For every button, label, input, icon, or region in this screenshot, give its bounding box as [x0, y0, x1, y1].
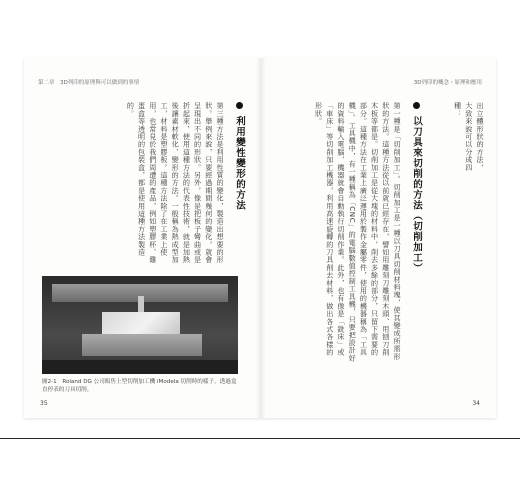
- left-page: [24, 58, 259, 418]
- right-running-head: 3D列印的概念・原理和應用: [413, 80, 482, 86]
- photo-caption: 圖2-1 Roland DG 公司販售上型切削加工機 iModela 切削時的樣子。透過盒直停表的刀具切削。: [42, 379, 237, 393]
- right-body-text: 第一種是「切削加工」。切削加工是一種以刀具切削材料塊，使其變成所需形狀的方法。這種方法從以前就已經存在，譬如用雕刻刀雕刻木頭、用刨刀削木板等都是。切削加工是從大塊的材料中，削去多餘的部分，只留下需要的部分。這種方法在工業上廣泛運用於製作金屬零件，使用的機器稱為「工具機」。工具機中，有一種稱為「CNC」的電腦數值控制工具機，只要把設計好的資料輸入電腦，機器就會自動執行切削作業。此外，也有像是「銑床」或「車床」等切削加工機器，利用高速旋轉的刀具削去材料，做出各式各樣的形狀。: [314, 102, 402, 362]
- left-body-text: 第三種方法是利用性質的變化，製造出想要的形狀。舉例來說，只要經過期間幾何的變化，就會呈現出不同的形狀。另外，像是把板子彎曲或是折起來，使用這種方法的代表性技術，就是加熱後讓素材軟化、變形的方法。一般稱為熱成型加工，材料是塑膠板。這種方法除了在工業上使用，也常見於我們周遭的產品，例如塑膠杯、雞蛋盒等透明的包裝盒，都是使用這種方法製造的。: [126, 102, 225, 264]
- book-spread: [24, 58, 496, 418]
- left-heading-text: 利用變性變形的方法: [234, 116, 245, 211]
- right-intro-text: 出立體形狀的方法，大致來說可以分成四種：: [453, 102, 485, 172]
- photo-machine-base: [42, 360, 238, 374]
- left-page-number: 35: [40, 400, 48, 407]
- right-page-number: 34: [472, 400, 480, 407]
- left-section-heading: [232, 102, 246, 211]
- right-section-heading: [409, 102, 423, 274]
- bullet-icon: [236, 102, 243, 109]
- bottom-divider: [0, 438, 520, 439]
- photo-machine-bed: [82, 334, 202, 356]
- left-running-head: 第二章 3D列印的原理與可以做到的事情: [38, 80, 140, 86]
- right-page: [261, 58, 496, 418]
- bullet-icon: [413, 102, 420, 109]
- machine-photo: [42, 276, 238, 374]
- right-heading-text: 以刀具來切削的方法（切削加工）: [411, 116, 422, 274]
